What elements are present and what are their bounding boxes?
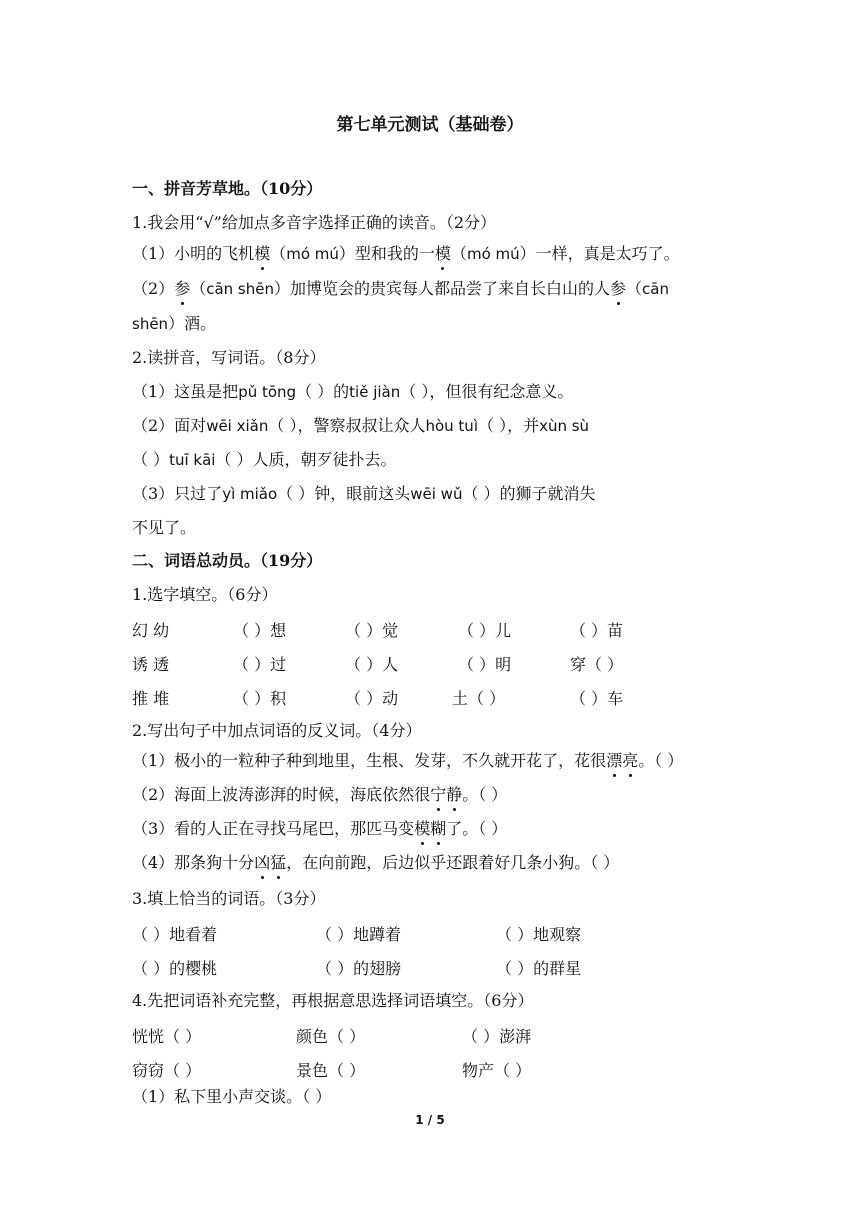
question-1-2-item-2: （2）面对wēi xiǎn（ ），警察叔叔让众人hòu tuì（ ），并xùn sù — [132, 416, 590, 435]
fill-cell: （ ）地看着 — [132, 925, 218, 944]
idiom-cell: 物产（ ） — [462, 1061, 532, 1080]
idiom-cell: 景色（ ） — [296, 1061, 366, 1080]
grid-cell: （ ）动 — [345, 689, 399, 708]
fill-cell: （ ）的群星 — [496, 959, 582, 978]
grid-cell: （ ）人 — [345, 655, 399, 674]
question-2-2-item-4: （4）那条狗十分凶猛，在向前跑，后边似乎还跟着好几条小狗。（ ） — [132, 853, 620, 872]
section-1-heading: 一、拼音芳草地。（10分） — [132, 179, 323, 198]
grid-cell: 穿（ ） — [570, 655, 624, 674]
question-2-4-prompt: 4.先把词语补充完整，再根据意思选择词语填空。（6分） — [132, 991, 534, 1010]
fill-cell: （ ）地观察 — [496, 925, 582, 944]
grid-cell: 诱 透 — [132, 655, 170, 674]
question-2-4-item-1: （1）私下里小声交谈。（ ） — [132, 1087, 332, 1106]
question-1-2-item-2-cont: （ ）tuī kāi（ ）人质，朝歹徒扑去。 — [132, 450, 397, 469]
grid-cell: 土（ ） — [452, 689, 506, 708]
grid-cell: （ ）过 — [233, 655, 287, 674]
grid-cell: 幻 幼 — [132, 621, 170, 640]
grid-cell: （ ）苗 — [570, 621, 624, 640]
question-1-2-prompt: 2.读拼音，写词语。（8分） — [132, 348, 326, 367]
fill-cell: （ ）的翅膀 — [316, 959, 402, 978]
question-1-2-item-3-cont: 不见了。 — [132, 518, 197, 537]
grid-cell: （ ）积 — [233, 689, 287, 708]
grid-cell: （ ）车 — [570, 689, 624, 708]
question-1-2-item-1: （1）这虽是把pǔ tōng（ ）的tiě jiàn（ ），但很有纪念意义。 — [132, 382, 574, 401]
section-2-heading: 二、词语总动员。（19分） — [132, 551, 323, 570]
page-number: 1 / 5 — [415, 1113, 445, 1127]
idiom-cell: 恍恍（ ） — [132, 1027, 202, 1046]
grid-cell: （ ）儿 — [458, 621, 512, 640]
grid-cell: （ ）觉 — [345, 621, 399, 640]
question-2-2-item-2: （2）海面上波涛澎湃的时候，海底依然很宁静。（ ） — [132, 785, 508, 804]
page-title: 第七单元测试（基础卷） — [336, 115, 524, 135]
idiom-cell: （ ）澎湃 — [462, 1027, 532, 1046]
fill-cell: （ ）地蹲着 — [316, 925, 402, 944]
question-1-1-item-2: （2）参（cān shēn）加博览会的贵宾每人都品尝了来自长白山的人参（cān — [132, 279, 669, 298]
question-2-2-prompt: 2.写出句子中加点词语的反义词。（4分） — [132, 721, 422, 740]
question-1-1-item-1: （1）小明的飞机模（mó mú）型和我的一模（mó mú）一样，真是太巧了。 — [132, 244, 680, 263]
idiom-cell: 窃窃（ ） — [132, 1061, 202, 1080]
grid-cell: （ ）明 — [458, 655, 512, 674]
question-1-2-item-3: （3）只过了yì miǎo（ ）钟，眼前这头wēi wǔ（ ）的狮子就消失 — [132, 484, 596, 503]
question-1-1-prompt: 1.我会用“√”给加点多音字选择正确的读音。（2分） — [132, 213, 497, 232]
question-2-1-prompt: 1.选字填空。（6分） — [132, 585, 278, 604]
grid-cell: （ ）想 — [233, 621, 287, 640]
grid-cell: 推 堆 — [132, 689, 170, 708]
fill-cell: （ ）的樱桃 — [132, 959, 218, 978]
question-2-2-item-3: （3）看的人正在寻找马尾巴，那匹马变模糊了。（ ） — [132, 819, 508, 838]
question-2-2-item-1: （1）极小的一粒种子种到地里，生根、发芽，不久就开花了，花很漂亮。（ ） — [132, 751, 684, 770]
question-1-1-item-2-cont: shēn）酒。 — [132, 314, 217, 333]
idiom-cell: 颜色（ ） — [296, 1027, 366, 1046]
question-2-3-prompt: 3.填上恰当的词语。（3分） — [132, 889, 326, 908]
